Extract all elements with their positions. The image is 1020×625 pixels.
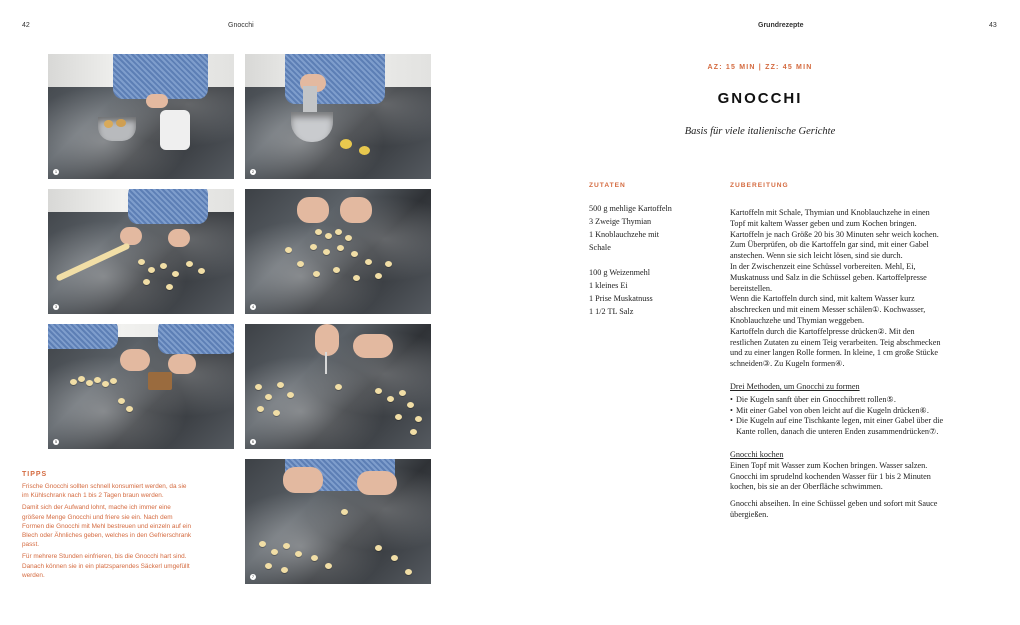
step-photo-7 [245, 459, 431, 584]
ingredients-label: ZUTATEN [589, 182, 626, 189]
tip-paragraph: Für mehrere Stunden einfrieren, bis die Gnocchi hart sind. Danach können sie in ein platzsparendes Säckerl umgefüllt werden. [22, 553, 190, 579]
tip-paragraph: Damit sich der Aufwand lohnt, mache ich immer eine größere Menge Gnocchi und friere sie ein. Nach dem Formen die Gnocchi mit Mehl bestreuen und einzeln auf ein Blech oder Ähnliches geben, welches in den Gefrierschrank passt. [22, 504, 192, 549]
right-page-number: 43 [989, 22, 997, 29]
step-number-badge: 6 [251, 439, 255, 444]
ingredient-item: 1 kleines Ei [589, 281, 628, 290]
ingredient-item: 1 Knoblauchzehe mit [589, 230, 660, 239]
step-number-badge: 2 [251, 169, 255, 174]
tips-text [22, 482, 194, 583]
step-photo-3 [48, 189, 234, 314]
tip-paragraph: Frische Gnocchi sollten schnell konsumiert werden, da sie im Kühlschrank nach 1 bis 2 Tagen braun werden. [22, 483, 187, 500]
ingredient-item: 500 g mehlige Kartoffeln [589, 204, 672, 213]
step-number-badge: 1 [54, 169, 58, 174]
recipe-subtitle: Basis für viele italienische Gerichte [684, 126, 836, 137]
step-number-badge: 5 [54, 439, 58, 444]
serving-text: Gnocchi abseihen. In eine Schüssel geben und sofort mit Sauce übergießen. [730, 499, 938, 519]
method-item: • Die Kugeln auf eine Tischkante legen, mit einer Gabel über die Kante rollen, danach die unteren Enden zusammendrücken⑦. [730, 416, 945, 438]
cooking-text: Einen Topf mit Wasser zum Kochen bringen. Wasser salzen. Gnocchi im sprudelnd kochenden Wasser für 1 bis 2 Minuten kochen, bis sie an der Oberfläche schwimmen. [730, 460, 931, 492]
step-number-badge: 4 [251, 304, 255, 309]
step-number-badge: 3 [54, 304, 58, 309]
ingredient-item: 100 g Weizenmehl [589, 268, 651, 277]
step-photo-4 [245, 189, 431, 314]
right-running-header: Grundrezepte [758, 22, 804, 29]
left-running-header: Gnocchi [228, 22, 254, 29]
step-number-badge: 7 [251, 574, 255, 579]
recipe-time: AZ: 15 MIN | ZZ: 45 MIN [707, 64, 813, 71]
step-photo-6 [245, 324, 431, 449]
preparation-step: Wenn die Kartoffeln durch sind, mit kaltem Wasser kurz abschrecken und mit einem Messer schälen①. Kochwasser, Knoblauchzehe und Thymian weggeben. [730, 294, 926, 325]
methods-list [730, 395, 945, 438]
ingredient-item: Schale [589, 243, 611, 252]
tips-title: TIPPS [22, 471, 48, 478]
ingredient-item: 1 1/2 TL Salz [589, 307, 634, 316]
preparation-step: Kartoffeln mit Schale, Thymian und Knoblauchzehe in einen Topf mit kaltem Wasser geben und zum Kochen bringen. Kartoffeln je nach Größe 20 bis 30 Minuten sehr weich kochen. Zum Überprüfen, ob die Kartoffeln gar sind, mit einer Gabel anstechen. Wenn sie sich leicht lösen, sind sie durch. [730, 208, 939, 261]
preparation-step: In der Zwischenzeit eine Schüssel vorbereiten. Mehl, Ei, Muskatnuss und Salz in die Schüssel geben. Kartoffelpresse bereitstellen. [730, 261, 927, 293]
methods-title: Drei Methoden, um Gnocchi zu formen [730, 381, 860, 391]
ingredients-list [589, 202, 709, 318]
step-photo-1 [48, 54, 234, 179]
left-page-number: 42 [22, 22, 30, 29]
method-item: • Die Kugeln sanft über ein Gnocchibrett rollen⑤. [730, 395, 945, 406]
preparation-step: Kartoffeln durch die Kartoffelpresse drücken②. Mit den restlichen Zutaten zu einem Teig verarbeiten. Teig abschmecken und zu einer langen Rolle formen. In kleine, 1 cm große Stücke schneiden③. Zu Kugeln formen④. [730, 326, 941, 369]
ingredient-item: 1 Prise Muskatnuss [589, 294, 653, 303]
method-item: • Mit einer Gabel von oben leicht auf die Kugeln drücken⑥. [730, 406, 945, 417]
preparation-label: ZUBEREITUNG [730, 182, 789, 189]
ingredient-item: 3 Zweige Thymian [589, 217, 652, 226]
cooking-title: Gnocchi kochen [730, 449, 784, 459]
step-photo-2 [245, 54, 431, 179]
preparation-text [730, 208, 945, 521]
step-photo-5 [48, 324, 234, 449]
recipe-title: GNOCCHI [717, 90, 803, 107]
